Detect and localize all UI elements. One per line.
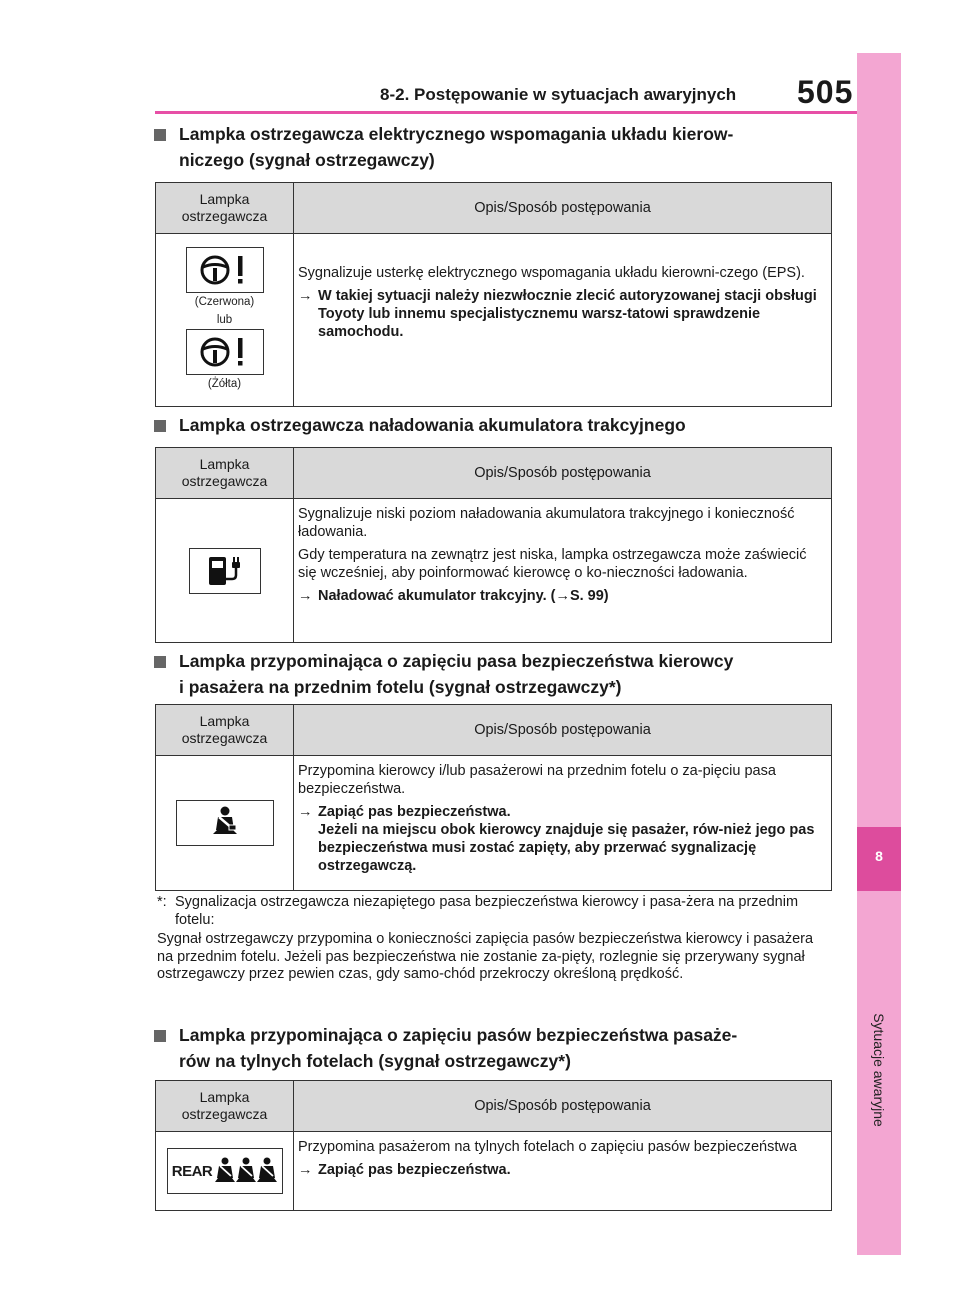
arrow-icon: →	[298, 1162, 313, 1178]
action-instruction	[298, 803, 825, 875]
column-header-description: Opis/Sposób postępowania	[474, 1098, 651, 1114]
section-bullet-icon	[154, 420, 166, 432]
section-heading-line1: Lampka przypominająca o zapięciu pasów bezpieczeństwa pasaże-	[179, 1025, 738, 1045]
description-text: Przypomina kierowcy i/lub pasażerowi na przednim fotelu o za-pięciu pasa bezpieczeństwa.	[298, 763, 776, 797]
action-text: W takiej sytuacji należy niezwłocznie zlecić autoryzowanej stacji obsługi Toyoty lub innemu specjalistycznemu warsz-tatowi sprawdzenie samochodu.	[318, 288, 817, 340]
description-text: Sygnalizuje usterkę elektrycznego wspomagania układu kierowni-czego (EPS).	[298, 265, 805, 281]
arrow-icon: →	[298, 588, 313, 604]
section-heading-line2: i pasażera na przednim fotelu (sygnał ostrzegawczy*)	[179, 677, 622, 697]
eps-steering-warning-icon	[186, 329, 264, 375]
table-row	[156, 234, 831, 406]
icon-caption-yellow: (Żółta)	[207, 378, 242, 390]
section-heading-line2: rów na tylnych fotelach (sygnał ostrzegawczy*)	[179, 1051, 571, 1071]
section-heading-line2: niczego (sygnał ostrzegawczy)	[179, 150, 435, 170]
page-number: 505	[797, 74, 854, 110]
footnote-marker: *:	[157, 894, 167, 910]
warning-table-eps	[155, 182, 832, 407]
warning-table-front-seatbelt	[155, 704, 832, 891]
section-heading-line1: Lampka przypominająca o zapięciu pasa bezpieczeństwa kierowcy	[179, 651, 734, 671]
table-header-row	[156, 183, 831, 234]
footnote-text: Sygnalizacja ostrzegawcza niezapiętego pasa bezpieczeństwa kierowcy i pasa-żera na przednim fotelu:	[175, 894, 799, 928]
section-heading-eps	[152, 121, 733, 173]
action-text: Zapiąć pas bezpieczeństwa.	[318, 1162, 511, 1178]
arrow-icon: →	[298, 804, 313, 820]
description-text: Sygnalizuje niski poziom naładowania akumulatora trakcyjnego i konieczność ładowania.	[298, 506, 795, 540]
description-text: Przypomina pasażerom na tylnych fotelach o zapięciu pasów bezpieczeństwa	[298, 1139, 797, 1155]
arrow-icon: →	[298, 288, 313, 304]
lamp-cell	[156, 234, 294, 406]
column-header-lamp: Lampka ostrzegawcza	[156, 183, 294, 233]
lamp-cell	[156, 756, 294, 890]
traction-battery-charge-icon	[189, 548, 261, 594]
column-header-lamp: Lampka ostrzegawcza	[156, 705, 294, 755]
section-bullet-icon	[154, 656, 166, 668]
table-row	[156, 756, 831, 890]
section-heading-traction-battery	[152, 412, 686, 438]
section-heading-line1: Lampka ostrzegawcza elektrycznego wspomagania układu kierow-	[179, 124, 734, 144]
column-header-lamp: Lampka ostrzegawcza	[156, 448, 294, 498]
section-heading-front-seatbelt	[152, 648, 733, 700]
eps-steering-warning-icon	[186, 247, 264, 293]
column-header-description: Opis/Sposób postępowania	[474, 722, 651, 738]
section-heading-line1: Lampka ostrzegawcza naładowania akumulatora trakcyjnego	[179, 415, 686, 435]
section-bullet-icon	[154, 1030, 166, 1042]
description-text-2: Gdy temperatura na zewnątrz jest niska, lampka ostrzegawcza może zaświecić się wcześniej, aby poinformować kierowcę o ko-nieczności ładowania.	[298, 547, 807, 581]
header-divider	[155, 111, 858, 114]
footnote-block	[157, 894, 832, 984]
footnote-paragraph: Sygnał ostrzegawczy przypomina o konieczności zapięcia pasów bezpieczeństwa kierowcy i pasażera na przednim fotelu. Jeżeli pas bezpieczeństwa nie zostanie za-pięty, rozlegnie się przerywany sygnał ostrzegawczy przez pewien czas, gdy samo-chód przekroczy określoną prędkość.	[157, 931, 814, 982]
description-cell	[294, 499, 831, 642]
table-header-row	[156, 1081, 831, 1132]
table-row	[156, 499, 831, 642]
action-instruction	[298, 287, 825, 341]
column-header-lamp: Lampka ostrzegawcza	[156, 1081, 294, 1131]
lamp-cell	[156, 499, 294, 642]
table-row	[156, 1132, 831, 1210]
table-header-row	[156, 448, 831, 499]
chapter-number: 8	[875, 848, 883, 864]
column-header-description: Opis/Sposób postępowania	[474, 465, 651, 481]
column-header-description: Opis/Sposób postępowania	[474, 200, 651, 216]
action-text-group	[318, 803, 825, 875]
action-instruction	[298, 587, 825, 605]
action-text: Zapiąć pas bezpieczeństwa.	[318, 804, 511, 820]
warning-table-rear-seatbelt	[155, 1080, 832, 1211]
icon-caption-red: (Czerwona)	[194, 296, 255, 308]
chapter-label: Sytuacje awaryjne	[871, 1013, 887, 1127]
description-cell	[294, 234, 831, 406]
section-heading-rear-seatbelt	[152, 1022, 737, 1074]
action-text-2: Jeżeli na miejscu obok kierowcy znajduje się pasażer, rów-nież jego pas bezpieczeństwa musi zostać zapięty, aby przerwać sygnalizację ostrzegawczą.	[318, 822, 815, 874]
warning-table-traction-battery	[155, 447, 832, 643]
table-header-row	[156, 705, 831, 756]
section-header-title: 8-2. Postępowanie w sytuacjach awaryjnych	[380, 85, 737, 104]
description-cell	[294, 1132, 831, 1210]
action-text: Naładować akumulator trakcyjny. (→S. 99)	[318, 588, 609, 604]
icon-caption-or: lub	[216, 314, 233, 326]
description-cell	[294, 756, 831, 890]
seatbelt-reminder-icon	[176, 800, 274, 846]
rear-icon-label: REAR	[171, 1162, 213, 1180]
action-instruction	[298, 1161, 825, 1179]
footnote	[157, 894, 832, 929]
rear-seatbelt-reminder-icon	[167, 1148, 283, 1194]
section-bullet-icon	[154, 129, 166, 141]
lamp-cell	[156, 1132, 294, 1210]
